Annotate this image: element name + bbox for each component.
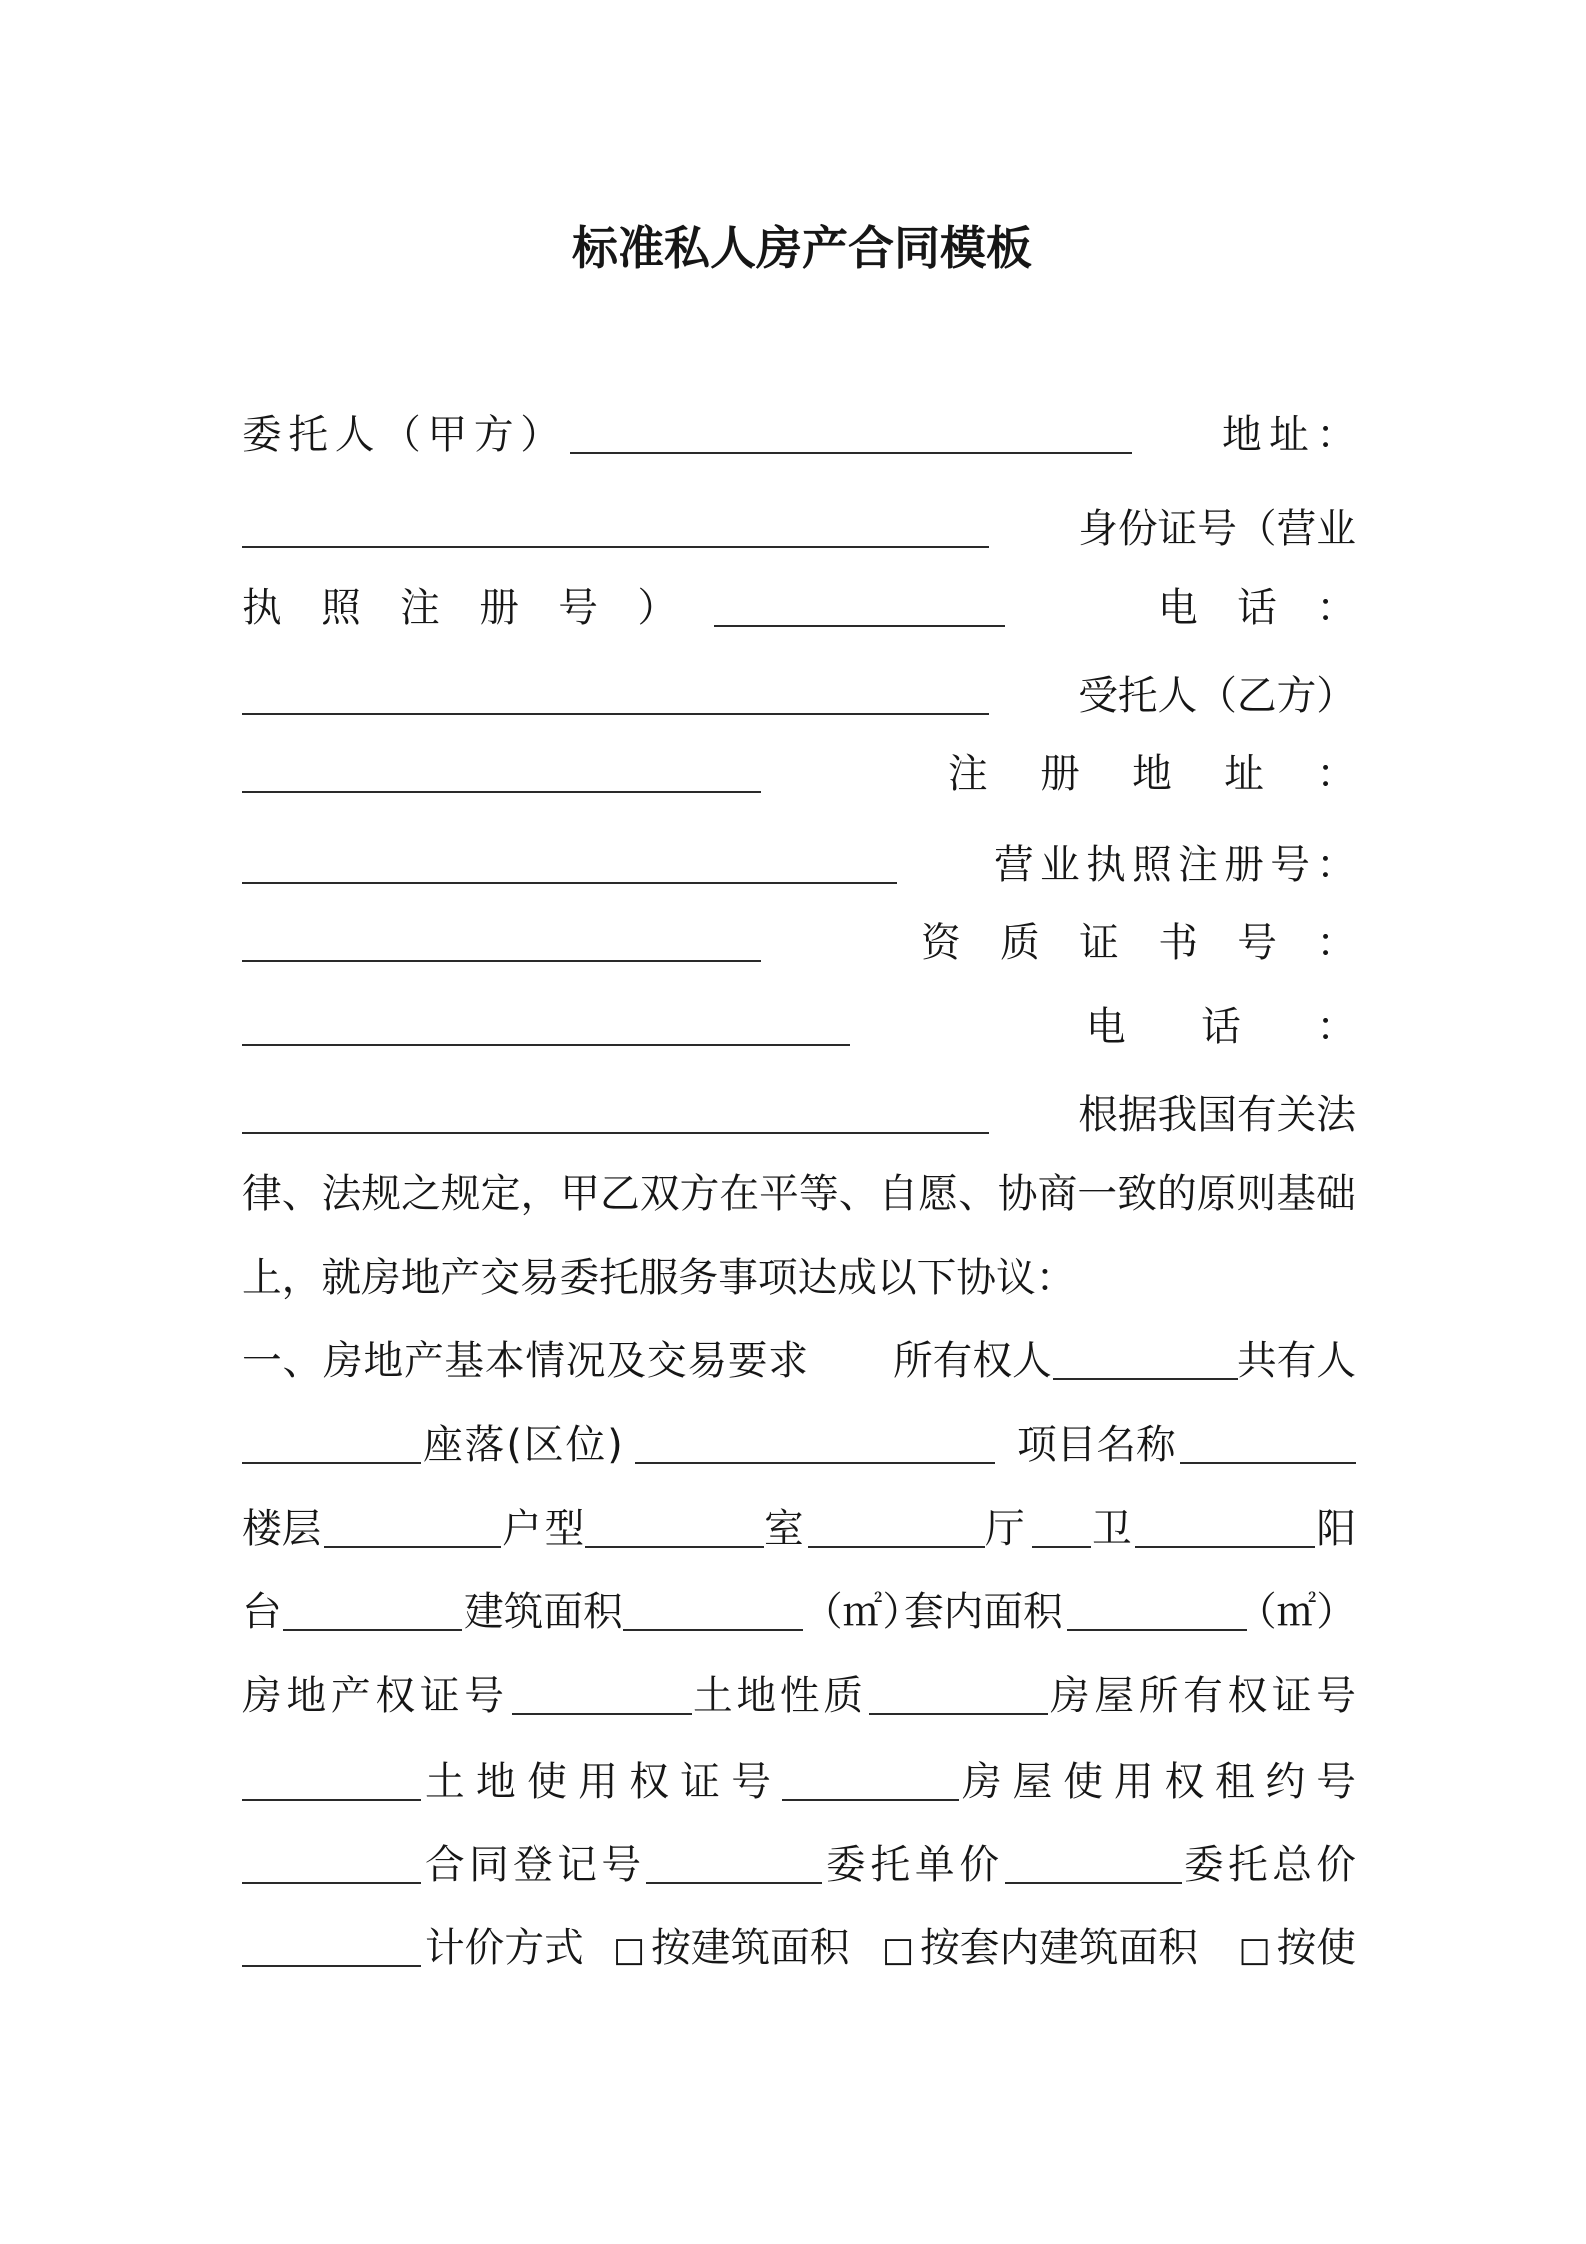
preamble-line-1 (242, 1087, 1356, 1143)
label-char: 地 (286, 1673, 327, 1719)
hall-label: 厅 (985, 1506, 1025, 1552)
party-b-qualification-line (242, 915, 1356, 971)
party-a-id-label-line2 (242, 580, 677, 636)
label-char: 地 (1222, 412, 1262, 458)
party-b-qualification-label (921, 915, 1356, 971)
checkbox-icon: □ (1238, 1930, 1271, 1970)
label-char: 本 (484, 1338, 525, 1384)
label-char: 愿 (918, 1171, 958, 1217)
label-char: 础 (1316, 1171, 1356, 1217)
party-b-qualification-blank (242, 999, 850, 1046)
label-char: 照 (1132, 842, 1172, 888)
label-char: 交 (646, 1338, 687, 1384)
label-char: ） (637, 585, 677, 631)
location-line (242, 1417, 1356, 1473)
label-char: 用 (578, 1759, 618, 1805)
ownership-cert-blank (242, 1754, 421, 1801)
label-char: 房 (1050, 1673, 1090, 1719)
party-a-phone-blank (242, 668, 989, 715)
label-char: ： (1316, 842, 1356, 888)
label-char: 证 (680, 1759, 720, 1805)
party-a-id-label-line1: 身份证号（营业 (1078, 506, 1356, 552)
ownership-cert-label (1050, 1668, 1356, 1724)
total-price-blank (242, 1920, 421, 1967)
checkbox-icon: □ (613, 1930, 646, 1970)
unit-price-blank (1005, 1837, 1182, 1884)
label-char: 协 (997, 1171, 1038, 1217)
label-char: 总 (1272, 1842, 1312, 1888)
label-char: 电 (1086, 1004, 1126, 1050)
label-char: 性 (779, 1673, 820, 1719)
label-char: 证 (1271, 1673, 1312, 1719)
label-char: 方 (473, 412, 514, 458)
label-char: 在 (719, 1171, 760, 1217)
land-use-cert-blank (782, 1754, 959, 1801)
label-char: ： (1316, 751, 1356, 797)
label-char: 托 (288, 412, 329, 458)
label-char: 乙 (600, 1171, 640, 1217)
room-label: 室 (764, 1506, 804, 1552)
label-char: 、 (838, 1171, 879, 1217)
unit-price-label (826, 1837, 999, 1893)
label-char: 致 (1117, 1171, 1157, 1217)
label-char: 话 (1201, 1004, 1241, 1050)
label-char: 法 (321, 1171, 362, 1217)
pricing-option-inner-area (882, 1920, 1198, 1976)
label-char: 双 (639, 1171, 680, 1217)
price-line (242, 1837, 1356, 1893)
party-a-name-blank (570, 407, 1132, 454)
section1-heading (242, 1333, 808, 1389)
pricing-method-line (242, 1920, 1356, 1976)
label-char: 照 (321, 585, 361, 631)
land-nature-label (693, 1668, 863, 1724)
label-char: 号 (1316, 1673, 1356, 1719)
label-char: 律 (242, 1171, 282, 1217)
label-char: 址 (1224, 751, 1264, 797)
party-b-address-label (948, 746, 1356, 802)
inner-area-unit: （㎡） (1236, 1589, 1356, 1635)
party-a-phone-label (1158, 580, 1356, 636)
party-b-address-line (242, 746, 1356, 802)
label-char: 价 (1316, 1842, 1356, 1888)
label-char: 权 (1164, 1759, 1205, 1805)
label-char: 委 (1184, 1842, 1224, 1888)
label-char: ： (1316, 920, 1356, 966)
label-char: ） (520, 412, 560, 458)
lease-no-blank (242, 1837, 421, 1884)
floor-line (242, 1501, 1356, 1557)
building-area-unit: （㎡） (803, 1589, 923, 1635)
pricing-option-label: 按使 (1276, 1925, 1356, 1971)
label-char: 方 (679, 1171, 720, 1217)
label-char: 况 (565, 1338, 606, 1384)
label-char: 基 (444, 1338, 485, 1384)
party-b-phone-blank (242, 1087, 989, 1134)
label-char: 房 (962, 1759, 1002, 1805)
label-char: 资 (921, 920, 961, 966)
pricing-option-label: 按建筑面积 (651, 1925, 850, 1971)
label-char: 执 (1086, 842, 1126, 888)
label-char: 有 (1183, 1673, 1223, 1719)
certificate-line (242, 1668, 1356, 1724)
land-nature-blank (869, 1668, 1048, 1715)
preamble-text-1: 根据我国有关法 (1078, 1092, 1356, 1138)
label-char: 号 (1237, 920, 1277, 966)
party-a-address-blank (242, 501, 989, 548)
label-char: 营 (994, 842, 1034, 888)
label-char: 及 (606, 1338, 647, 1384)
label-char: 房 (322, 1338, 363, 1384)
label-char: 址 (1269, 412, 1309, 458)
label-char: ： (1316, 1004, 1356, 1050)
contract-reg-blank (646, 1837, 822, 1884)
label-char: 地 (736, 1673, 777, 1719)
label-char: 册 (1224, 842, 1264, 888)
label-char: 等 (798, 1171, 839, 1217)
label-char: 产 (403, 1338, 444, 1384)
land-use-line (242, 1754, 1356, 1810)
label-char: 号 (1316, 1759, 1356, 1805)
label-char: 规 (440, 1171, 481, 1217)
project-label: 项目名称 (1017, 1422, 1176, 1468)
label-char: 权 (375, 1673, 416, 1719)
section1-heading-line (242, 1333, 1356, 1389)
bath-label: 卫 (1092, 1506, 1132, 1552)
label-char: 规 (361, 1171, 402, 1217)
layout-label: 户型 (502, 1506, 588, 1552)
label-char: 号 (601, 1842, 641, 1888)
label-char: 号 (1270, 842, 1310, 888)
checkbox-icon: □ (882, 1930, 915, 1970)
label-char: 合 (425, 1842, 465, 1888)
label-char: 使 (1063, 1759, 1103, 1805)
label-char: 册 (479, 585, 519, 631)
party-a-address-line (242, 501, 1356, 557)
label-char: 号 (464, 1673, 504, 1719)
label-char: 同 (469, 1842, 509, 1888)
label-char: 托 (1228, 1842, 1268, 1888)
balcony-label-part2: 台 (242, 1589, 282, 1635)
preamble-line-2 (242, 1166, 1356, 1222)
party-a-id-line (242, 580, 1356, 636)
label-char: 原 (1196, 1171, 1237, 1217)
room-blank (808, 1501, 985, 1548)
label-char: ： (1316, 412, 1356, 458)
hall-blank (1032, 1501, 1091, 1548)
label-char: 产 (330, 1673, 371, 1719)
total-price-label (1184, 1837, 1356, 1893)
label-char: 、 (281, 1171, 322, 1217)
label-char: 注 (400, 585, 440, 631)
label-char: 注 (1178, 842, 1218, 888)
label-char: 之 (401, 1171, 441, 1217)
party-b-license-line (242, 837, 1356, 893)
label-char: 记 (557, 1842, 597, 1888)
label-char: 、 (282, 1338, 323, 1384)
location-label: 座落(区位) (423, 1422, 625, 1468)
inner-area-blank (1067, 1584, 1247, 1631)
property-cert-label (242, 1668, 504, 1724)
label-char: 托 (870, 1842, 911, 1888)
building-area-label: 建筑面积 (464, 1589, 623, 1635)
party-a-id-blank (714, 580, 1005, 627)
label-char: 所 (1138, 1673, 1179, 1719)
layout-blank (585, 1501, 764, 1548)
label-char: 执 (242, 585, 282, 631)
label-char: 易 (687, 1338, 728, 1384)
inner-area-label: 套内面积 (904, 1589, 1063, 1635)
label-char: 业 (1040, 842, 1080, 888)
label-char: 价 (959, 1842, 999, 1888)
label-char: 甲 (560, 1171, 600, 1217)
land-use-cert-label (425, 1754, 771, 1810)
label-char: 地 (476, 1759, 516, 1805)
label-char: 的 (1156, 1171, 1197, 1217)
label-char: 人 (334, 412, 375, 458)
label-char: 自 (878, 1171, 919, 1217)
preamble-text-3: 上，就房地产交易委托服务事项达成以下协议： (242, 1255, 1076, 1301)
party-b-license-label (994, 837, 1356, 893)
pricing-option-label: 按套内建筑面积 (920, 1925, 1198, 1971)
label-char: 地 (363, 1338, 404, 1384)
floor-blank (324, 1501, 501, 1548)
label-char: 电 (1158, 585, 1198, 631)
label-char: 登 (513, 1842, 553, 1888)
party-b-name-blank (242, 746, 761, 793)
party-b-phone-label (1086, 999, 1356, 1055)
label-char: 注 (948, 751, 988, 797)
lease-no-label (962, 1754, 1356, 1810)
label-char: 要 (727, 1338, 768, 1384)
label-char: 权 (629, 1759, 669, 1805)
property-cert-blank (512, 1668, 692, 1715)
party-b-line (242, 668, 1356, 724)
party-a-line (242, 407, 1356, 463)
floor-label: 楼层 (242, 1506, 322, 1552)
label-char: 号 (558, 585, 598, 631)
owner-label: 所有权人 (893, 1338, 1052, 1384)
party-a-address-label (1222, 407, 1356, 463)
co-owner-label: 共有人 (1236, 1338, 1356, 1384)
building-area-blank (623, 1584, 803, 1631)
party-b-address-blank (242, 837, 897, 884)
label-char: 委 (242, 412, 282, 458)
party-b-label: 受托人（乙方） (1078, 673, 1356, 719)
pricing-method-label: 计价方式 (425, 1925, 584, 1971)
location-blank (635, 1417, 995, 1464)
co-owner-blank (242, 1417, 421, 1464)
project-blank (1180, 1417, 1356, 1464)
label-char: 屋 (1012, 1759, 1053, 1805)
preamble-text-2 (242, 1166, 1356, 1222)
label-char: 租 (1215, 1759, 1255, 1805)
area-line (242, 1584, 1356, 1640)
pricing-option-usable-area (1239, 1920, 1357, 1976)
label-char: 使 (527, 1759, 567, 1805)
label-char: 求 (768, 1338, 808, 1384)
label-char: 书 (1158, 920, 1198, 966)
preamble-line-3 (242, 1250, 1356, 1306)
party-a-label (242, 407, 560, 463)
balcony-blank (283, 1584, 462, 1631)
balcony-label-part1: 阳 (1316, 1506, 1356, 1552)
label-char: 一 (242, 1338, 282, 1384)
label-char: 约 (1265, 1759, 1306, 1805)
label-char: 商 (1037, 1171, 1078, 1217)
label-char: （ (381, 412, 421, 458)
label-char: 证 (1079, 920, 1119, 966)
label-char: 则 (1236, 1171, 1277, 1217)
label-char: 土 (425, 1759, 465, 1805)
party-b-license-blank (242, 915, 761, 962)
bath-blank (1135, 1501, 1315, 1548)
label-char: 基 (1276, 1171, 1316, 1217)
label-char: 话 (1237, 585, 1277, 631)
label-char: 房 (242, 1673, 282, 1719)
label-char: 一 (1077, 1171, 1118, 1217)
label-char: 质 (823, 1673, 863, 1719)
label-char: 定 (480, 1171, 521, 1217)
label-char: 委 (826, 1842, 866, 1888)
label-char: 地 (1132, 751, 1172, 797)
label-char: 号 (731, 1759, 771, 1805)
party-b-phone-line (242, 999, 1356, 1055)
label-char: 屋 (1094, 1673, 1135, 1719)
label-char: 情 (525, 1338, 566, 1384)
label-char: ， (520, 1171, 561, 1217)
owner-blank (1053, 1333, 1238, 1380)
label-char: 证 (419, 1673, 460, 1719)
label-char: ： (1316, 585, 1356, 631)
label-char: 土 (693, 1673, 733, 1719)
label-char: 册 (1040, 751, 1080, 797)
contract-reg-label (425, 1837, 641, 1893)
label-char: 质 (1000, 920, 1040, 966)
document-title: 标准私人房产合同模板 (572, 221, 1032, 275)
pricing-option-building-area (613, 1920, 850, 1976)
label-char: 平 (759, 1171, 799, 1217)
label-char: 甲 (427, 412, 468, 458)
label-char: 权 (1227, 1673, 1268, 1719)
label-char: 单 (914, 1842, 955, 1888)
label-char: 、 (958, 1171, 998, 1217)
label-char: 用 (1113, 1759, 1154, 1805)
